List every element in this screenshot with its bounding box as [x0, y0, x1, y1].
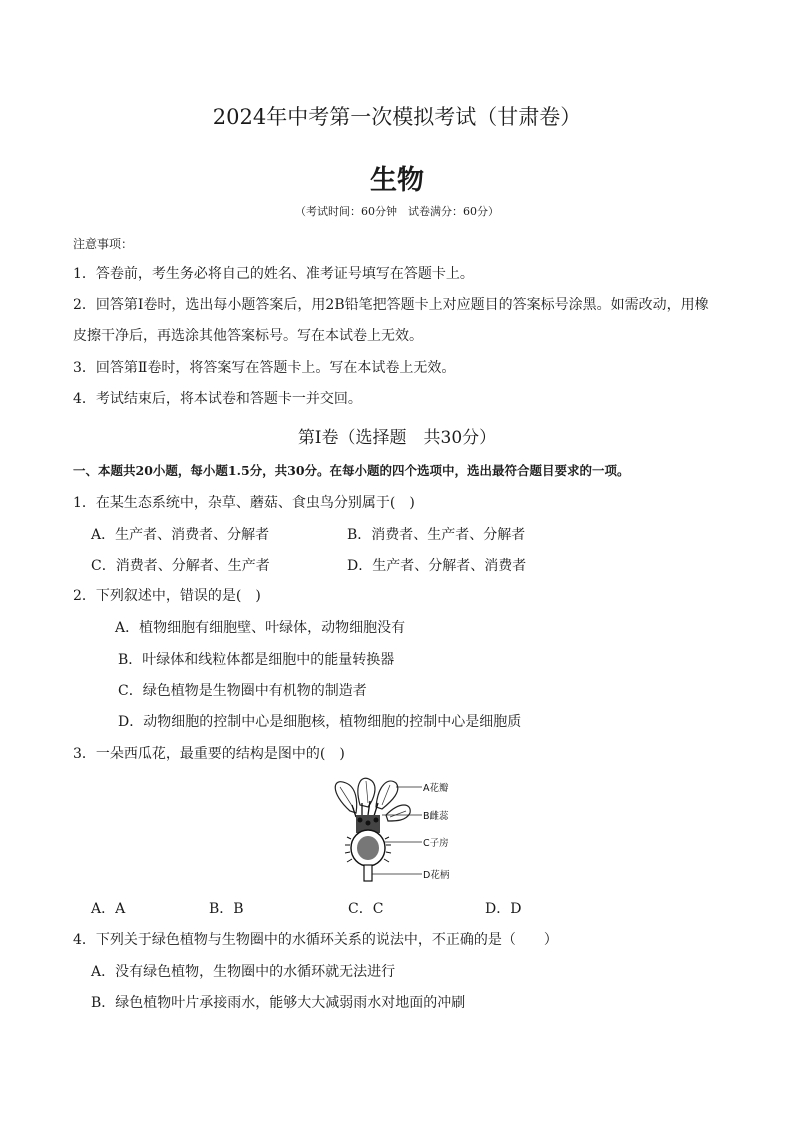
- figure-label-b: B雌蕊: [423, 811, 449, 822]
- notice-item-2-cont: 皮擦干净后，再选涂其他答案标号。写在本试卷上无效。: [73, 328, 423, 344]
- q3-option-a: A．A: [91, 901, 126, 917]
- exam-title: 2024年中考第一次模拟考试（甘肃卷）: [212, 105, 582, 129]
- notice-item-3: 3．回答第Ⅱ卷时，将答案写在答题卡上。写在本试卷上无效。: [73, 360, 456, 376]
- q2-option-d: D．动物细胞的控制中心是细胞核，植物细胞的控制中心是细胞质: [118, 714, 522, 730]
- q2-option-b: B．叶绿体和线粒体都是细胞中的能量转换器: [118, 652, 395, 668]
- figure-label-c: C子房: [423, 838, 449, 849]
- q4-option-a: A．没有绿色植物，生物圈中的水循环就无法进行: [91, 964, 396, 980]
- subject-title: 生物: [370, 165, 424, 196]
- notice-heading: 注意事项：: [73, 237, 134, 251]
- section-instruction: 一、本题共20小题，每小题1.5分，共30分。在每小题的四个选项中，选出最符合题目要求的一项。: [73, 463, 630, 478]
- q1-option-d: D．生产者、分解者、消费者: [347, 558, 527, 574]
- exam-time-info: （考试时间：60分钟 试卷满分：60分）: [295, 205, 499, 218]
- section-title: 第Ⅰ卷（选择题 共30分）: [297, 428, 497, 448]
- watermelon-flower-figure: [326, 773, 462, 885]
- q3-stem: 3．一朵西瓜花，最重要的结构是图中的( ): [73, 746, 345, 762]
- q1-option-b: B．消费者、生产者、分解者: [347, 527, 526, 543]
- q3-option-c: C．C: [348, 901, 384, 917]
- q3-option-d: D．D: [485, 901, 522, 917]
- q1-option-c: C．消费者、分解者、生产者: [91, 558, 270, 574]
- q1-option-a: A．生产者、消费者、分解者: [91, 527, 270, 543]
- notice-item-1: 1．答卷前，考生务必将自己的姓名、准考证号填写在答题卡上。: [73, 266, 474, 282]
- q4-stem: 4．下列关于绿色植物与生物圈中的水循环关系的说法中，不正确的是（ ）: [73, 932, 558, 948]
- q3-option-b: B．B: [209, 901, 244, 917]
- notice-item-4: 4．考试结束后，将本试卷和答题卡一并交回。: [73, 391, 362, 407]
- q2-option-c: C．绿色植物是生物圈中有机物的制造者: [118, 683, 367, 699]
- q4-option-b: B．绿色植物叶片承接雨水，能够大大减弱雨水对地面的冲刷: [91, 995, 466, 1011]
- notice-item-2: 2．回答第Ⅰ卷时，选出每小题答案后，用2B铅笔把答题卡上对应题目的答案标号涂黑。如需改动，用橡: [73, 297, 709, 313]
- figure-label-d: D花柄: [423, 870, 450, 881]
- q1-stem: 1．在某生态系统中，杂草、蘑菇、食虫鸟分别属于( ): [73, 495, 415, 511]
- figure-label-a: A花瓣: [423, 783, 449, 794]
- q2-stem: 2．下列叙述中，错误的是( ): [73, 588, 261, 604]
- q2-option-a: A．植物细胞有细胞壁、叶绿体，动物细胞没有: [115, 620, 406, 636]
